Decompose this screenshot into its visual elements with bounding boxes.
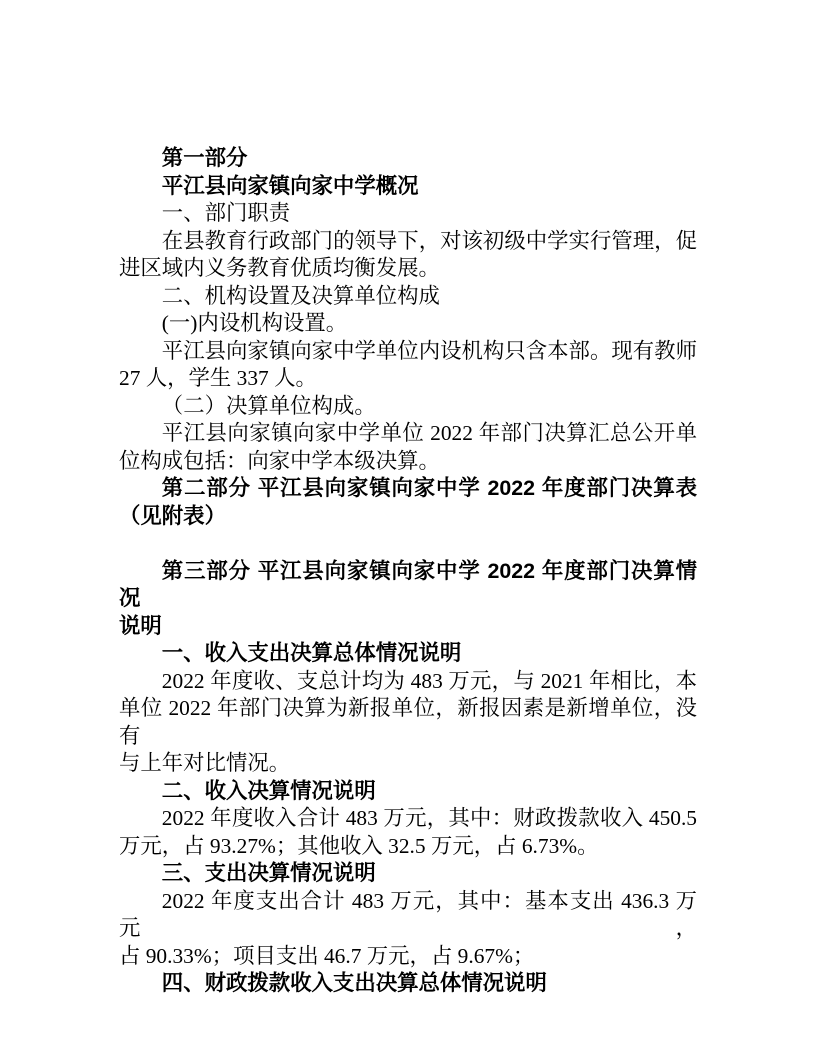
body-line: （二）决算单位构成。 — [161, 393, 376, 418]
body-line: 进区域内义务教育优质均衡发展。 — [119, 256, 440, 280]
part-heading-line: 第一部分 — [161, 146, 248, 170]
blank-line — [119, 530, 697, 558]
section-heading-line: 一、收入支出决算总体情况说明 — [161, 641, 462, 665]
body-line: 2022 年度收入合计 483 万元，其中：财政拨款收入 450.5 — [161, 806, 697, 830]
part-heading-line: 说明 — [119, 613, 162, 638]
body-line: 27 人，学生 337 人。 — [119, 366, 317, 390]
part-heading-line: 第三部分 平江县向家镇向家中学 2022 年度部门决算情况 — [119, 558, 697, 610]
body-line: 万元，占 93.27%；其他收入 32.5 万元，占 6.73%。 — [119, 833, 599, 858]
body-line: 占 90.33%；项目支出 46.7 万元，占 9.67%； — [119, 943, 535, 968]
body-line: (一)内设机构设置。 — [161, 311, 348, 335]
body-line: 一、部门职责 — [161, 201, 291, 225]
section-heading-line: 四、财政拨款收入支出决算总体情况说明 — [161, 971, 547, 995]
part-heading-line: 第二部分 平江县向家镇向家中学 2022 年度部门决算表 — [161, 476, 697, 500]
body-line: 平江县向家镇向家中学单位内设机构只含本部。现有教师 — [161, 338, 697, 363]
body-line: 单位 2022 年部门决算为新报单位，新报因素是新增单位，没有 — [119, 696, 697, 748]
body-line: 2022 年度收、支总计均为 483 万元，与 2021 年相比，本 — [161, 668, 697, 693]
body-line: 二、机构设置及决算单位构成 — [161, 283, 440, 308]
part-heading-line: 平江县向家镇向家中学概况 — [161, 173, 419, 198]
body-line: 与上年对比情况。 — [119, 751, 291, 775]
part-heading-line: （见附表） — [119, 503, 226, 528]
body-line: 在县教育行政部门的领导下，对该初级中学实行管理，促 — [161, 228, 697, 253]
section-heading-line: 三、支出决算情况说明 — [161, 861, 376, 885]
section-heading-line: 二、收入决算情况说明 — [161, 778, 376, 803]
body-line: 2022 年度支出合计 483 万元，其中：基本支出 436.3 万元， — [119, 888, 697, 940]
document-content — [119, 145, 697, 998]
body-line: 位构成包括：向家中学本级决算。 — [119, 448, 440, 473]
body-line: 平江县向家镇向家中学单位 2022 年部门决算汇总公开单 — [161, 421, 697, 445]
